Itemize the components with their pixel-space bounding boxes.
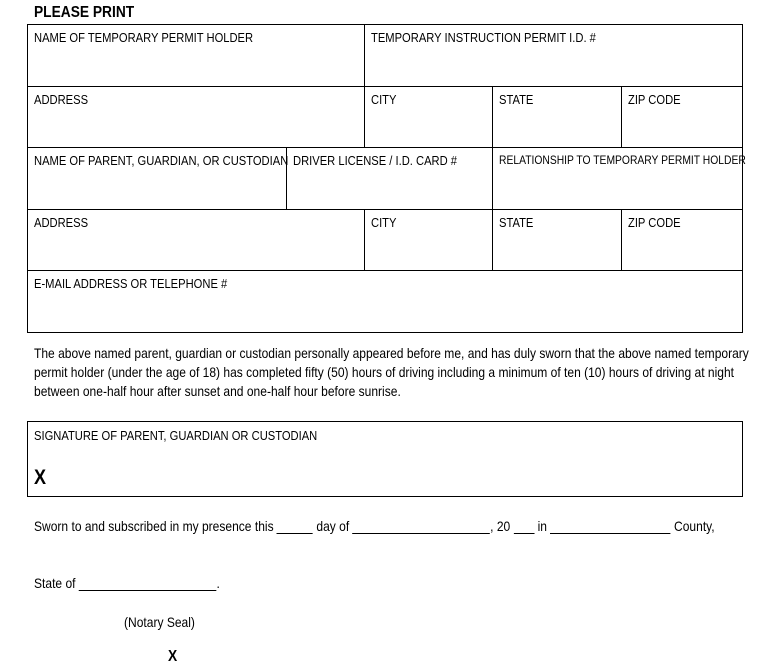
- zip2-label: ZIP CODE: [628, 215, 681, 230]
- relationship-label: RELATIONSHIP TO TEMPORARY PERMIT HOLDER: [499, 153, 746, 167]
- zip1-field[interactable]: [621, 86, 744, 147]
- relationship-field[interactable]: [492, 147, 744, 209]
- state1-label: STATE: [499, 92, 534, 107]
- state-period: .: [216, 575, 220, 591]
- holder-name-field[interactable]: [28, 24, 364, 86]
- city1-field[interactable]: [364, 86, 492, 147]
- county-text: County,: [674, 518, 715, 534]
- affidavit-line-2: permit holder (under the age of 18) has completed fifty (50) hours of driving including a minimum of ten (10) hours of driving at night: [34, 364, 735, 380]
- permit-id-label: TEMPORARY INSTRUCTION PERMIT I.D. #: [371, 30, 596, 45]
- row-address2: [27, 209, 743, 270]
- year-prefix: , 20: [490, 518, 511, 534]
- divider-line: [27, 332, 743, 333]
- county-blank[interactable]: [550, 519, 670, 534]
- zip2-field[interactable]: [621, 209, 744, 270]
- in-text: in: [537, 518, 547, 534]
- state-of-line: [34, 575, 220, 591]
- city2-field[interactable]: [364, 209, 492, 270]
- license-field[interactable]: [286, 147, 492, 209]
- state1-field[interactable]: [492, 86, 621, 147]
- email-label: E-MAIL ADDRESS OR TELEPHONE #: [34, 276, 228, 291]
- row-parent: [27, 147, 746, 209]
- signature-mark: X: [34, 466, 47, 489]
- address2-field[interactable]: [28, 209, 364, 270]
- sworn-line: [34, 518, 715, 534]
- address1-field[interactable]: [28, 86, 364, 147]
- day-blank[interactable]: [277, 519, 313, 534]
- email-field[interactable]: [28, 270, 744, 332]
- day-of-text: day of: [316, 518, 350, 534]
- affidavit-line-1: The above named parent, guardian or custodian personally appeared before me, and has duly sworn that the above named temporary: [34, 345, 749, 361]
- state-blank[interactable]: [79, 575, 220, 591]
- month-blank[interactable]: [353, 519, 491, 534]
- row-address1: [27, 86, 743, 147]
- parent-name-label: NAME OF PARENT, GUARDIAN, OR CUSTODIAN: [34, 153, 289, 168]
- license-label: DRIVER LICENSE / I.D. CARD #: [293, 153, 458, 168]
- holder-name-label: NAME OF TEMPORARY PERMIT HOLDER: [34, 30, 254, 45]
- notary-signature-mark: X: [168, 648, 178, 665]
- city1-label: CITY: [371, 92, 397, 107]
- sworn-prefix: Sworn to and subscribed in my presence this: [34, 518, 274, 534]
- signature-field[interactable]: [27, 421, 743, 497]
- state2-field[interactable]: [492, 209, 621, 270]
- row-holder: [27, 24, 743, 86]
- city2-label: CITY: [371, 215, 397, 230]
- notary-seal-text: (Notary Seal): [124, 614, 195, 630]
- parent-name-field[interactable]: [28, 147, 289, 209]
- page-title: PLEASE PRINT: [34, 4, 135, 21]
- state-of-text: State of: [34, 575, 76, 591]
- state2-label: STATE: [499, 215, 534, 230]
- year-blank[interactable]: [514, 519, 535, 534]
- zip1-label: ZIP CODE: [628, 92, 681, 107]
- address1-label: ADDRESS: [34, 92, 89, 107]
- permit-id-field[interactable]: [364, 24, 744, 86]
- address2-label: ADDRESS: [34, 215, 89, 230]
- affidavit-text: [34, 344, 754, 401]
- affidavit-line-3: between one-half hour after sunset and one-half hour before sunrise.: [34, 383, 401, 399]
- row-email: [27, 270, 743, 332]
- signature-label: SIGNATURE OF PARENT, GUARDIAN OR CUSTODIAN: [34, 428, 318, 443]
